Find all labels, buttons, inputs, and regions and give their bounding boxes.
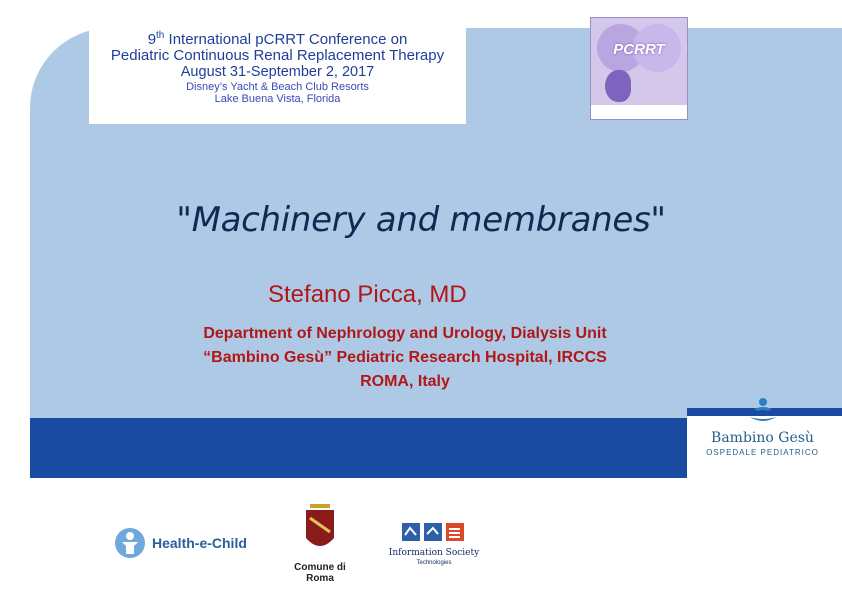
coat-of-arms-icon <box>280 500 360 560</box>
ist-title: Information Society <box>388 548 480 558</box>
speaker-name: Stefano Picca, MD <box>268 281 467 308</box>
conference-dates: August 31-September 2, 2017 <box>180 63 375 80</box>
slide-bottom-band <box>30 418 687 478</box>
ist-symbols-icon <box>388 520 480 546</box>
affiliation-line-1: Department of Nephrology and Urology, Dialysis Unit <box>203 325 607 342</box>
child-figure-icon <box>112 526 148 560</box>
affiliation-line-3: ROMA, Italy <box>360 373 450 390</box>
ist-logo <box>388 520 480 570</box>
conference-banner <box>89 27 466 124</box>
bambino-gesu-name: Bambino Gesù <box>711 430 814 446</box>
pcrrt-logo-label: PCRRT <box>613 41 665 58</box>
conference-line-1: 9th International pCRRT Conference on <box>147 30 408 48</box>
affiliation <box>120 322 690 394</box>
talk-title: "Machinery and membranes" <box>176 200 666 240</box>
conference-line-2: Pediatric Continuous Renal Replacement Therapy <box>110 46 445 64</box>
comune-di-roma-logo <box>280 500 360 584</box>
health-e-child-logo <box>112 526 247 560</box>
pcrrt-logo-footer <box>591 105 687 119</box>
child-figure-icon <box>748 397 778 423</box>
bambino-gesu-logo <box>700 397 825 465</box>
bambino-gesu-subtitle: OSPEDALE PEDIATRICO <box>706 448 819 457</box>
conference-venue: Disney’s Yacht & Beach Club Resorts <box>186 80 369 93</box>
kidney-icon <box>605 70 631 102</box>
pcrrt-logo <box>590 17 688 120</box>
affiliation-line-2: “Bambino Gesù” Pediatric Research Hospital, IRCCS <box>203 349 607 366</box>
ist-subtitle: Technologies <box>416 560 452 566</box>
conference-location: Lake Buena Vista, Florida <box>214 93 341 106</box>
health-e-child-label: Health-e-Child <box>152 535 247 551</box>
comune-di-roma-label: Comune di Roma <box>294 562 346 584</box>
